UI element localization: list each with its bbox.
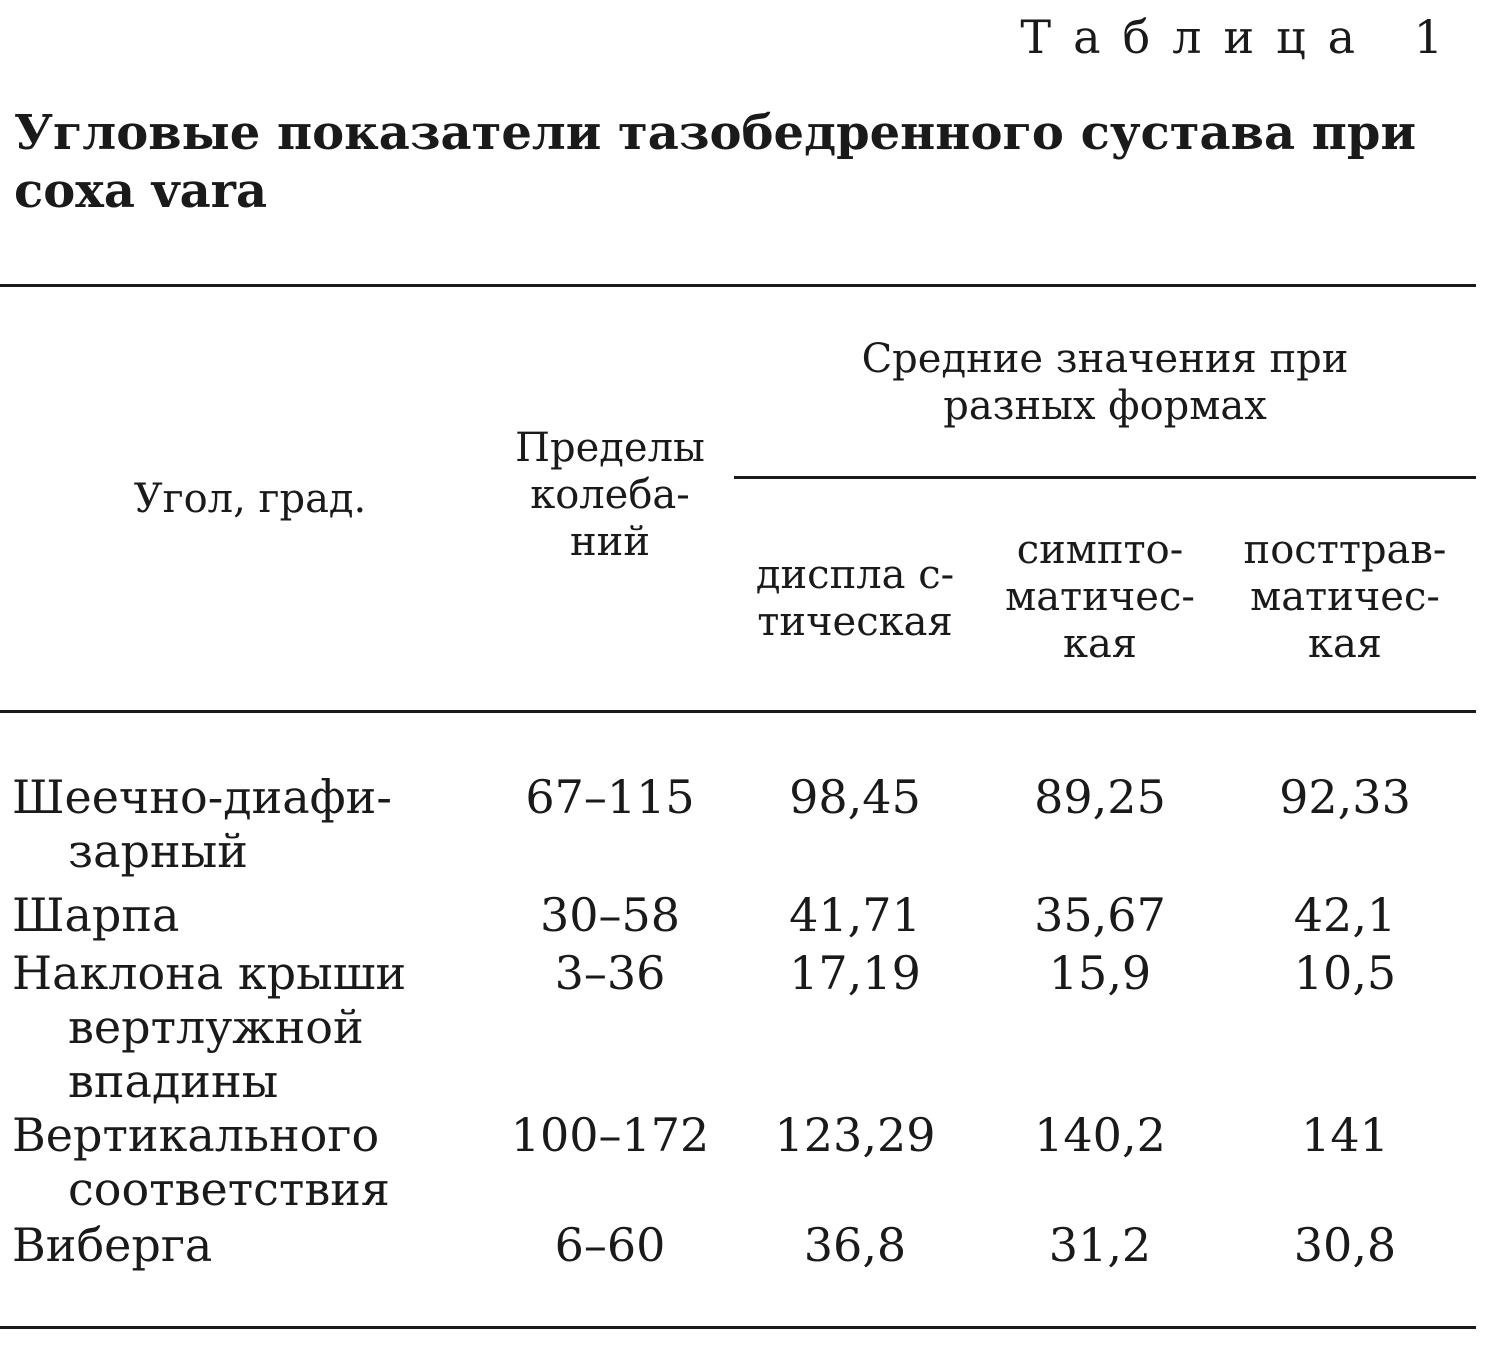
cell-posttraumatic: 30,8	[1293, 1218, 1397, 1272]
cell-symptomatic: 35,67	[1034, 888, 1166, 942]
group-rule	[734, 476, 1476, 479]
row-name: Виберга	[12, 1218, 213, 1272]
cell-dysplastic: 98,45	[789, 770, 921, 824]
cell-dysplastic: 36,8	[803, 1218, 907, 1272]
row-name: Шарпа	[12, 888, 180, 942]
cell-posttraumatic: 10,5	[1293, 946, 1397, 1000]
header-symptomatic: симпто- матичес- кая	[1005, 527, 1195, 667]
header-angle: Угол, град.	[133, 476, 367, 522]
cell-posttraumatic: 141	[1301, 1108, 1389, 1162]
cell-posttraumatic: 92,33	[1279, 770, 1411, 824]
cell-symptomatic: 15,9	[1048, 946, 1152, 1000]
cell-posttraumatic: 42,1	[1293, 888, 1397, 942]
header-dysplastic: диспла с- тическая	[755, 552, 955, 645]
cell-range: 67–115	[525, 770, 695, 824]
cell-symptomatic: 89,25	[1034, 770, 1166, 824]
cell-symptomatic: 140,2	[1034, 1108, 1166, 1162]
row-name: Вертикального соответствия	[12, 1108, 390, 1216]
header-average-values: Средние значения при разных формах	[861, 336, 1349, 429]
cell-range: 100–172	[510, 1108, 710, 1162]
cell-symptomatic: 31,2	[1048, 1218, 1152, 1272]
bottom-rule	[0, 1326, 1476, 1329]
row-name: Наклона крыши вертлужной впадины	[12, 946, 407, 1108]
header-posttraumatic: посттрав- матичес- кая	[1243, 527, 1447, 667]
cell-dysplastic: 41,71	[789, 888, 921, 942]
cell-range: 6–60	[554, 1218, 666, 1272]
table-title: Угловые показатели тазобедренного сустава при coxa vara	[14, 105, 1417, 219]
header-range: Пределы колеба- ний	[515, 425, 705, 565]
cell-dysplastic: 17,19	[789, 946, 921, 1000]
top-rule	[0, 284, 1476, 287]
cell-range: 30–58	[539, 888, 681, 942]
row-name: Шеечно-диафи- зарный	[12, 770, 392, 878]
cell-dysplastic: 123,29	[774, 1108, 936, 1162]
table-number: Таблица 1	[1020, 10, 1465, 64]
header-rule	[0, 710, 1476, 713]
cell-range: 3–36	[554, 946, 666, 1000]
